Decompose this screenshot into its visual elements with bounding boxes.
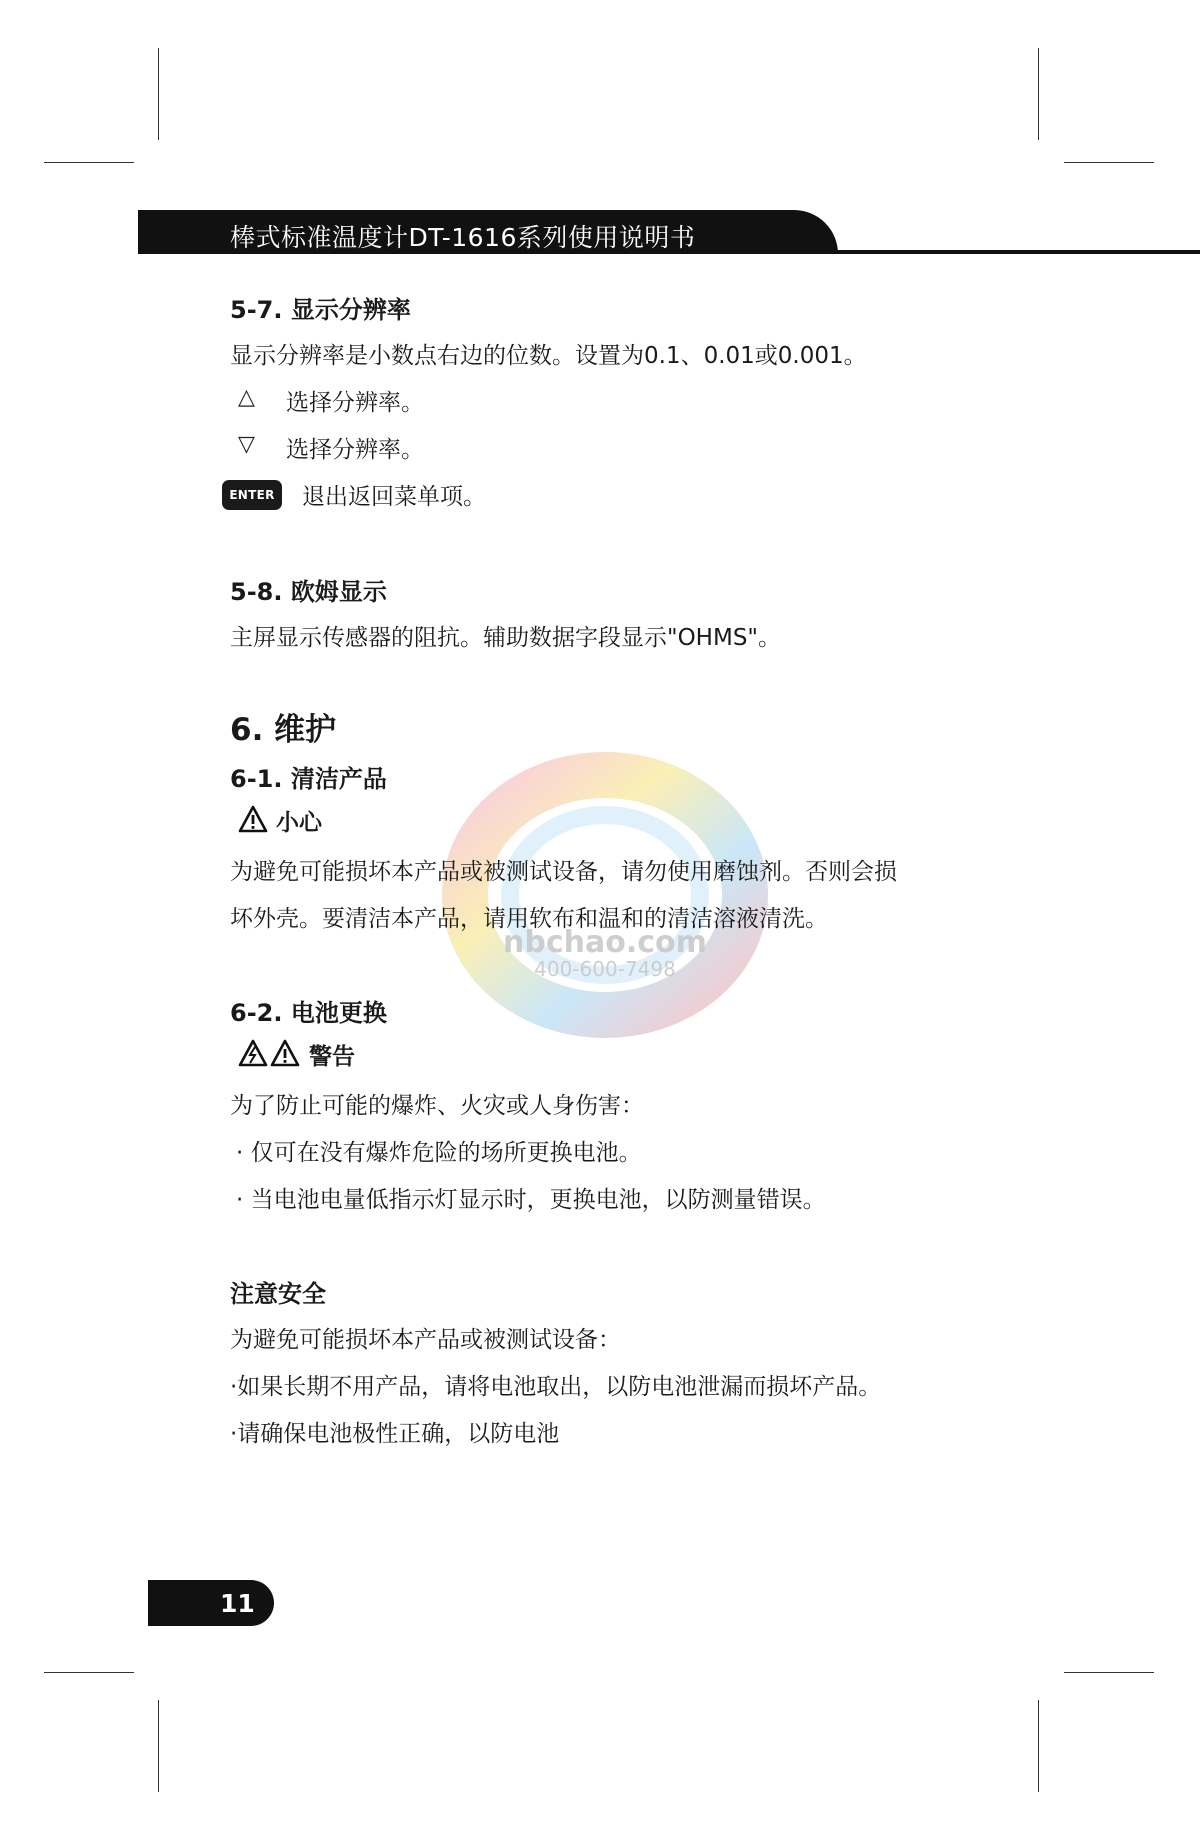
section-text: 显示分辨率是小数点右边的位数。设置为0.1、0.01或0.001。 — [230, 343, 867, 369]
bullet-item: · 当电池电量低指示灯显示时，更换电池，以防测量错误。 — [236, 1187, 826, 1213]
crop-mark — [44, 162, 134, 163]
section-heading-5-7: 5-7. 显示分辨率 — [230, 296, 411, 324]
down-arrow-icon: ▽ — [238, 432, 255, 457]
crop-mark — [158, 48, 159, 140]
crop-mark — [1038, 48, 1039, 140]
section-text: 为避免可能损坏本产品或被测试设备，请勿使用磨蚀剂。否则会损 — [230, 859, 897, 885]
section-text: 主屏显示传感器的阻抗。辅助数据字段显示"OHMS"。 — [230, 625, 782, 651]
step-text: 选择分辨率。 — [286, 390, 424, 416]
bullet-item: · 仅可在没有爆炸危险的场所更换电池。 — [236, 1140, 642, 1166]
section-text: 为避免可能损坏本产品或被测试设备： — [230, 1327, 621, 1353]
crop-mark — [1064, 1672, 1154, 1673]
step-text: 选择分辨率。 — [286, 437, 424, 463]
electric-hazard-icon — [238, 1039, 268, 1067]
crop-mark — [158, 1700, 159, 1792]
crop-mark — [1038, 1700, 1039, 1792]
section-heading-6-1: 6-1. 清洁产品 — [230, 765, 387, 793]
enter-key-icon: ENTER — [222, 480, 282, 510]
document-title: 棒式标准温度计DT-1616系列使用说明书 — [230, 223, 696, 252]
section-text: 为了防止可能的爆炸、火灾或人身伤害： — [230, 1093, 644, 1119]
watermark-logo — [420, 740, 790, 1040]
caution-label: 小心 — [276, 810, 322, 836]
safety-heading: 注意安全 — [230, 1280, 326, 1308]
watermark-brand: nbchao.com — [503, 925, 707, 960]
page-number: 11 — [220, 1589, 255, 1618]
crop-mark — [44, 1672, 134, 1673]
bullet-item: ·如果长期不用产品，请将电池取出，以防电池泄漏而损坏产品。 — [230, 1374, 882, 1400]
step-text: 退出返回菜单项。 — [302, 484, 486, 510]
bullet-item: ·请确保电池极性正确，以防电池 — [230, 1421, 560, 1447]
warning-icon — [270, 1039, 300, 1067]
section-heading-6-2: 6-2. 电池更换 — [230, 999, 387, 1027]
page-number-tab — [148, 1580, 274, 1626]
caution-icon — [238, 805, 268, 833]
up-arrow-icon: △ — [238, 385, 255, 410]
crop-mark — [1064, 162, 1154, 163]
watermark-phone: 400-600-7498 — [534, 957, 676, 981]
chapter-heading-6: 6. 维护 — [230, 712, 337, 748]
section-heading-5-8: 5-8. 欧姆显示 — [230, 578, 387, 606]
warning-label: 警告 — [309, 1044, 355, 1070]
section-text: 坏外壳。要清洁本产品，请用软布和温和的清洁溶液清洗。 — [230, 906, 828, 932]
